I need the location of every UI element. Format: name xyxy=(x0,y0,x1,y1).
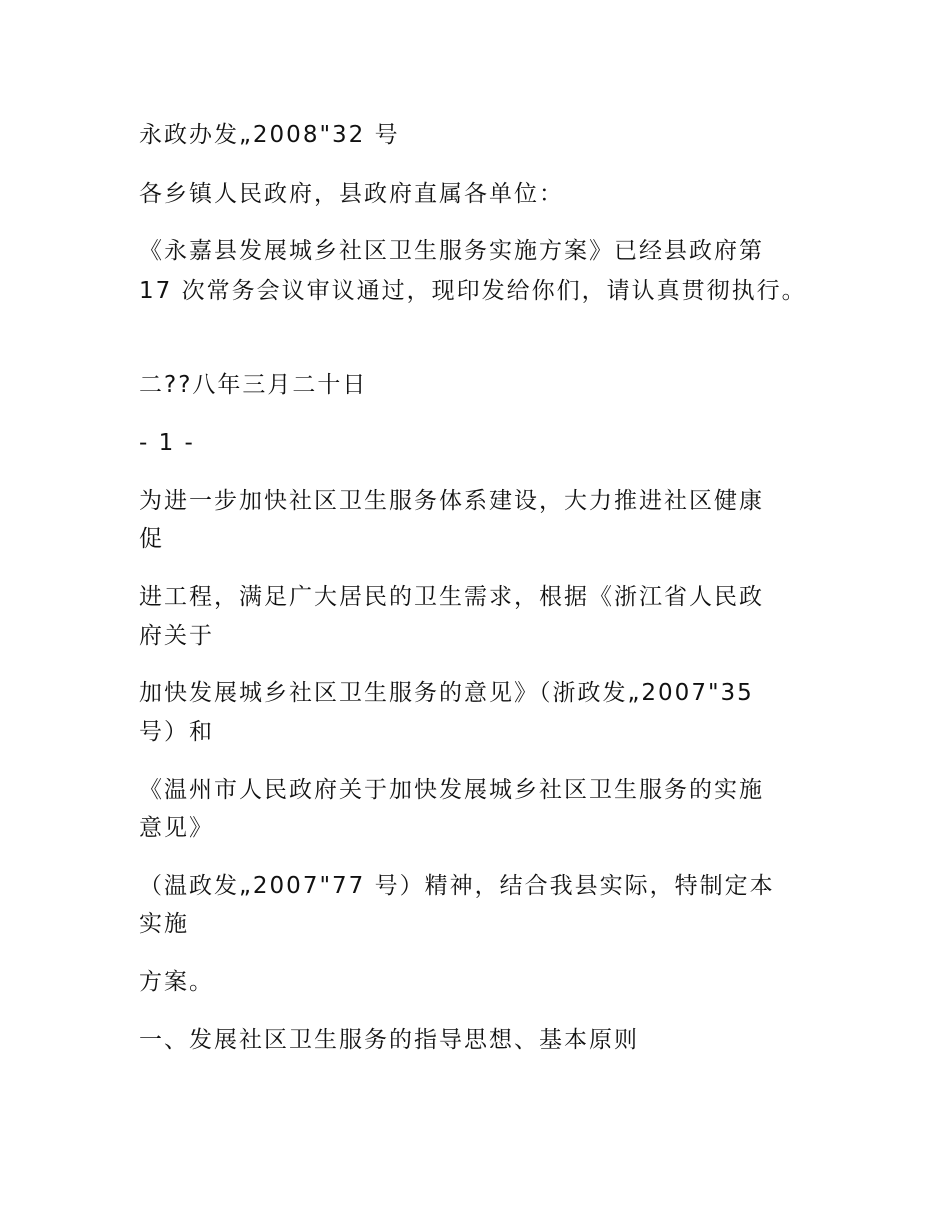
body-line: 促 xyxy=(139,526,164,552)
body-line: 方案。 xyxy=(139,969,214,995)
notice-line-2: 17 次常务会议审议通过，现印发给你们，请认真贯彻执行。 xyxy=(139,278,807,304)
recipients-line: 各乡镇人民政府，县政府直属各单位： xyxy=(139,181,564,207)
body-line: 为进一步加快社区卫生服务体系建设，大力推进社区健康 xyxy=(139,488,764,514)
body-line: 《温州市人民政府关于加快发展城乡社区卫生服务的实施 xyxy=(139,777,764,803)
page-number: - 1 - xyxy=(139,430,195,456)
body-line: 号）和 xyxy=(139,719,214,745)
body-line: （温政发„2007"77 号）精神，结合我县实际，特制定本 xyxy=(139,873,775,899)
document-number: 永政办发„2008"32 号 xyxy=(139,122,400,148)
body-line: 加快发展城乡社区卫生服务的意见》（浙政发„2007"35 xyxy=(139,680,754,706)
body-line: 府关于 xyxy=(139,623,214,649)
body-line: 意见》 xyxy=(139,815,214,841)
issue-date: 二??八年三月二十日 xyxy=(139,372,368,398)
section-heading: 一、发展社区卫生服务的指导思想、基本原则 xyxy=(139,1027,639,1053)
body-line: 进工程，满足广大居民的卫生需求，根据《浙江省人民政 xyxy=(139,584,764,610)
notice-line-1: 《永嘉县发展城乡社区卫生服务实施方案》已经县政府第 xyxy=(139,238,764,264)
body-line: 实施 xyxy=(139,911,189,937)
